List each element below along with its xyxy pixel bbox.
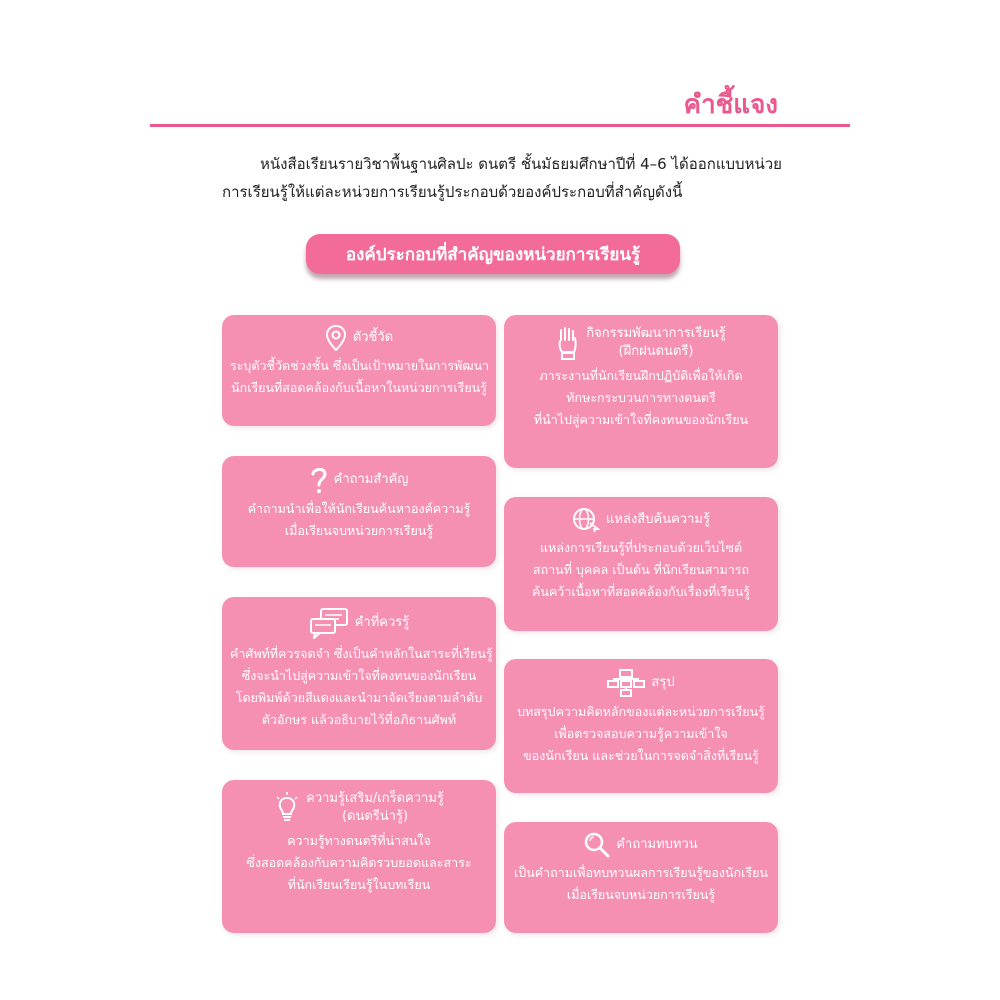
flowchart-icon	[607, 669, 645, 697]
card-text: สถานที่ บุคคล เป็นต้น ที่นักเรียนสามารถ	[532, 562, 750, 577]
intro-line-2: การเรียนรู้ให้แต่ละหน่วยการเรียนรู้ประกอบด้วยองค์ประกอบที่สำคัญดังนี้	[222, 183, 683, 201]
card-text: แหล่งการเรียนรู้ที่ประกอบด้วยเว็บไซต์	[539, 540, 743, 555]
card-indicators	[222, 315, 496, 426]
card-text: ซึ่งสอดคล้องกับความคิดรวบยอดและสาระ	[246, 855, 472, 870]
hand-icon	[556, 326, 580, 360]
card-text: เป็นคำถามเพื่อทบทวนผลการเรียนรู้ของนักเรียน	[514, 865, 768, 880]
card-title: สรุป	[651, 675, 675, 690]
location-pin-icon	[325, 325, 347, 351]
card-title: คำที่ควรรู้	[354, 615, 410, 630]
card-summary	[504, 659, 778, 793]
card-text: ภาระงานที่นักเรียนฝึกปฏิบัติเพื่อให้เกิด	[539, 368, 743, 383]
card-key-questions	[222, 456, 496, 567]
card-title: ตัวชี้วัด	[352, 330, 394, 345]
card-text: ซึ่งจะนำไปสู่ความเข้าใจที่คงทนของนักเรียน	[241, 668, 477, 683]
card-text: ของนักเรียน และช่วยในการจดจำสิ่งที่เรียนรู้	[523, 748, 759, 763]
card-subtitle: (ฝึกฝนดนตรี)	[618, 344, 694, 359]
card-text: บทสรุปความคิดหลักของแต่ละหน่วยการเรียนรู้	[517, 704, 765, 719]
card-text: ระบุตัวชี้วัดช่วงชั้น ซึ่งเป็นเป้าหมายในการพัฒนา	[230, 358, 490, 373]
card-learning-activities	[504, 315, 778, 468]
card-text: นักเรียนที่สอดคล้องกับเนื้อหาในหน่วยการเรียนรู้	[231, 380, 487, 395]
card-text: เพื่อตรวจสอบความรู้ความเข้าใจ	[554, 726, 728, 741]
card-text: คำถามนำเพื่อให้นักเรียนค้นหาองค์ความรู้	[247, 501, 471, 516]
lightbulb-icon	[274, 792, 300, 824]
speech-bubbles-icon	[309, 607, 349, 639]
question-mark-icon	[310, 466, 328, 494]
intro-line-1: หนังสือเรียนรายวิชาพื้นฐานศิลปะ ดนตรี ชั้นมัธยมศึกษาปีที่ 4–6 ได้ออกแบบหน่วย	[260, 155, 782, 173]
card-subtitle: (ดนตรีน่ารู้)	[341, 809, 409, 824]
card-text: เมื่อเรียนจบหน่วยการเรียนรู้	[284, 523, 434, 538]
card-text: ที่นำไปสู่ความเข้าใจที่คงทนของนักเรียน	[533, 412, 749, 427]
card-text: ตัวอักษร แล้วอธิบายไว้ที่อภิธานศัพท์	[261, 712, 457, 727]
card-text: ทักษะกระบวนการทางดนตรี	[566, 390, 716, 405]
card-review-questions	[504, 822, 778, 933]
magnifier-icon	[584, 832, 610, 858]
card-title: ความรู้เสริม/เกร็ดความรู้	[306, 791, 444, 806]
card-text: ที่นักเรียนเรียนรู้ในบทเรียน	[287, 877, 431, 892]
card-text: เมื่อเรียนจบหน่วยการเรียนรู้	[566, 887, 716, 902]
card-research-sources	[504, 497, 778, 631]
globe-cursor-icon	[572, 507, 600, 533]
section-banner: องค์ประกอบที่สำคัญของหน่วยการเรียนรู้	[306, 234, 680, 274]
card-text: คำศัพท์ที่ควรจดจำ ซึ่งเป็นคำหลักในสาระที่เรียนรู้	[230, 646, 493, 661]
card-text: ค้นคว้าเนื้อหาที่สอดคล้องกับเรื่องที่เรียนรู้	[532, 584, 750, 599]
card-title: กิจกรรมพัฒนาการเรียนรู้	[586, 326, 726, 341]
page-title: คำชี้แจง	[683, 90, 778, 120]
header-divider	[150, 124, 850, 127]
card-extra-knowledge	[222, 780, 496, 933]
card-title: คำถามทบทวน	[616, 837, 698, 852]
card-title: แหล่งสืบค้นความรู้	[606, 512, 710, 527]
card-title: คำถามสำคัญ	[333, 472, 409, 487]
intro-paragraph	[222, 150, 782, 206]
card-vocabulary	[222, 597, 496, 750]
card-text: โดยพิมพ์ด้วยสีแดงและนำมาจัดเรียงตามลำดับ	[235, 690, 483, 705]
card-text: ความรู้ทางดนตรีที่น่าสนใจ	[287, 833, 431, 848]
